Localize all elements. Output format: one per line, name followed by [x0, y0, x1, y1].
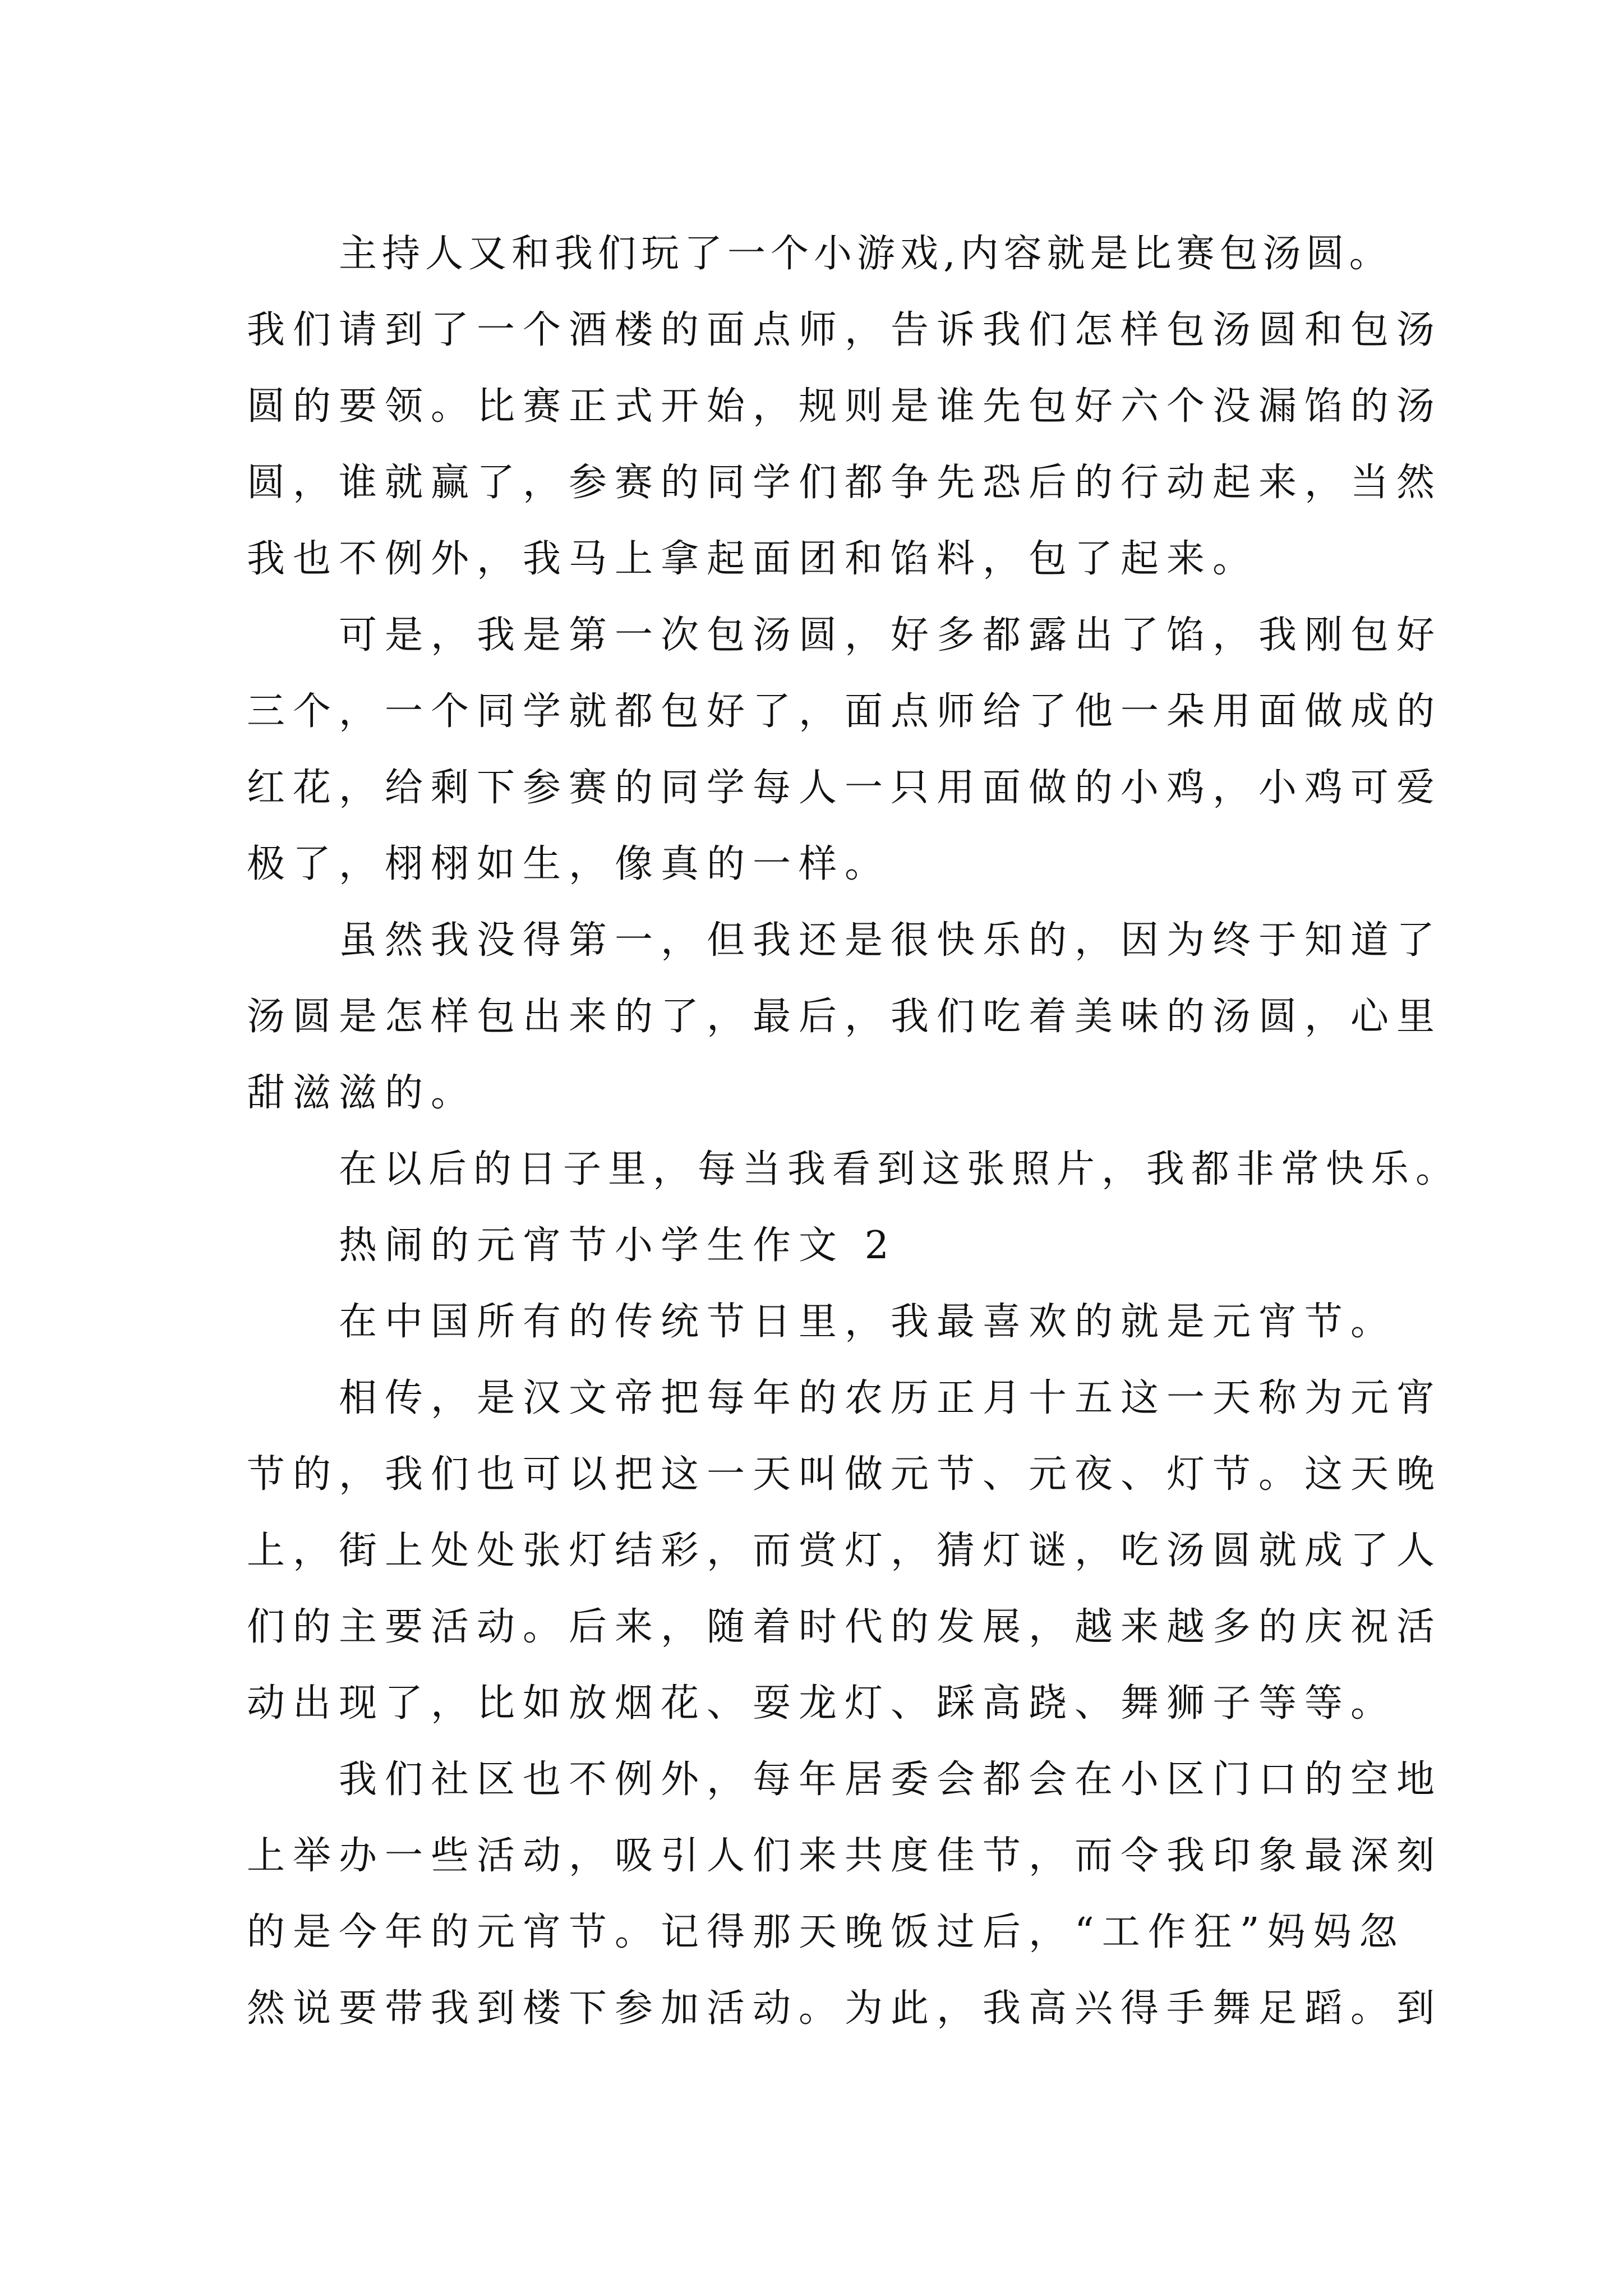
paragraph-line: 我们社区也不例外，每年居委会都会在小区门口的空地 — [339, 1757, 1443, 1802]
paragraph-line: 相传，是汉文帝把每年的农历正月十五这一天称为元宵 — [339, 1376, 1443, 1420]
paragraph-line: 在以后的日子里，每当我看到这张照片，我都非常快乐。 — [339, 1147, 1461, 1191]
section-heading: 热闹的元宵节小学生作文 2 — [339, 1223, 897, 1268]
paragraph-line: 圆的要领。比赛正式开始，规则是谁先包好六个没漏馅的汤 — [247, 384, 1443, 429]
paragraph-line: 上举办一些活动，吸引人们来共度佳节，而令我印象最深刻 — [247, 1834, 1443, 1878]
paragraph-line: 节的，我们也可以把这一天叫做元节、元夜、灯节。这天晚 — [247, 1452, 1443, 1497]
paragraph-line: 汤圆是怎样包出来的了，最后，我们吃着美味的汤圆，心里 — [247, 995, 1443, 1039]
paragraph-line: 圆，谁就赢了，参赛的同学们都争先恐后的行动起来，当然 — [247, 461, 1443, 505]
document-body — [247, 216, 1461, 2047]
paragraph-line: 然说要带我到楼下参加活动。为此，我高兴得手舞足蹈。到 — [247, 1986, 1443, 2031]
paragraph-line: 们的主要活动。后来，随着时代的发展，越来越多的庆祝活 — [247, 1605, 1443, 1649]
paragraph-line: 红花，给剩下参赛的同学每人一只用面做的小鸡，小鸡可爱 — [247, 766, 1443, 810]
paragraph-line: 动出现了，比如放烟花、耍龙灯、踩高跷、舞狮子等等。 — [247, 1681, 1397, 1726]
paragraph-line: 极了，栩栩如生，像真的一样。 — [247, 842, 891, 886]
paragraph-line: 上，街上处处张灯结彩，而赏灯，猜灯谜，吃汤圆就成了人 — [247, 1529, 1443, 1573]
paragraph-line: 虽然我没得第一，但我还是很快乐的，因为终于知道了 — [339, 918, 1443, 963]
paragraph-line: 的是今年的元宵节。记得那天晚饭过后，“工作狂”妈妈忽 — [247, 1910, 1405, 1954]
paragraph-line: 甜滋滋的。 — [247, 1071, 477, 1115]
paragraph-line: 主持人又和我们玩了一个小游戏,内容就是比赛包汤圆。 — [339, 232, 1393, 276]
paragraph-line: 可是，我是第一次包汤圆，好多都露出了馅，我刚包好 — [339, 613, 1443, 657]
paragraph-line: 我们请到了一个酒楼的面点师，告诉我们怎样包汤圆和包汤 — [247, 308, 1443, 352]
paragraph-line: 在中国所有的传统节日里，我最喜欢的就是元宵节。 — [339, 1300, 1397, 1344]
paragraph-line: 三个，一个同学就都包好了，面点师给了他一朵用面做成的 — [247, 689, 1443, 734]
paragraph-line: 我也不例外，我马上拿起面团和馅料，包了起来。 — [247, 537, 1259, 581]
